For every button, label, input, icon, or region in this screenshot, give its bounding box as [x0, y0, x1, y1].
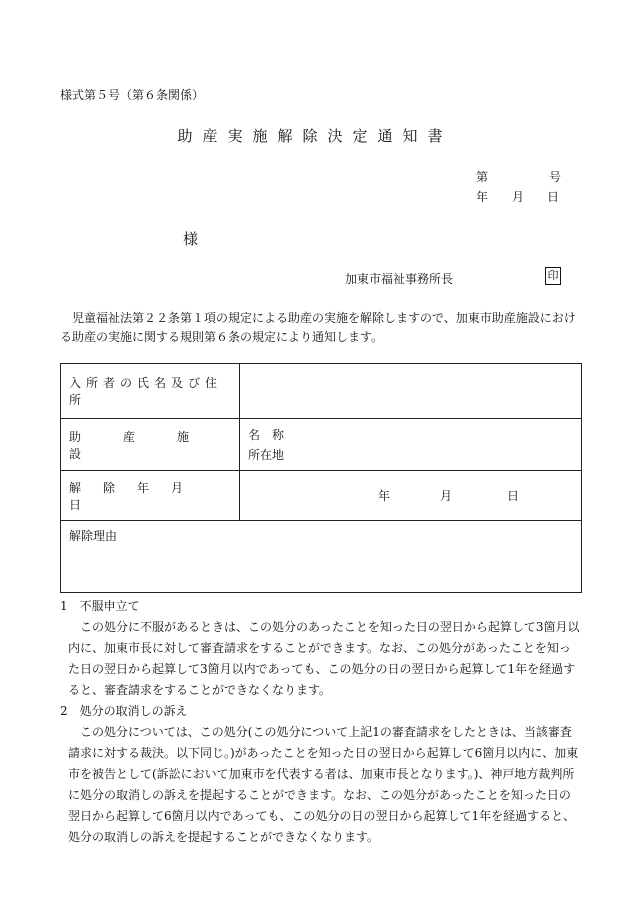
seal-mark: 印 — [545, 267, 561, 285]
cancel-date-label-cell — [61, 471, 240, 521]
details-table — [60, 363, 582, 593]
facility-value-cell — [240, 419, 582, 471]
cancel-date-year: 年 — [378, 489, 391, 503]
table-row — [61, 471, 582, 521]
facility-label-cell — [61, 419, 240, 471]
date-year: 年 — [476, 190, 489, 204]
table-row — [61, 521, 582, 593]
table-row — [61, 364, 582, 419]
resident-label-cell — [61, 364, 240, 419]
resident-label — [69, 374, 231, 408]
date-month: 月 — [512, 190, 525, 204]
issuer-name: 加東市福祉事務所長 — [345, 272, 454, 286]
doc-number-suffix: 号 — [549, 170, 562, 184]
date-day: 日 — [547, 190, 560, 204]
note-heading-1: 1 不服申立て — [60, 599, 140, 613]
document-title: 助産実施解除決定通知書 — [177, 127, 453, 145]
resident-label-text: 入所者の氏名及び住所 — [69, 376, 223, 407]
facility-address-label: 所在地 — [248, 447, 285, 462]
cancel-date-day: 日 — [507, 489, 520, 503]
form-number: 様式第５号（第６条関係） — [60, 88, 205, 102]
facility-name-label: 名 称 — [248, 427, 285, 442]
reason-label: 解除理由 — [69, 529, 118, 543]
facility-label: 助産施設 — [69, 429, 232, 461]
note-heading-2: 2 処分の取消しの訴え — [60, 704, 188, 718]
note-body-2: この処分については、この処分(この処分について上記1の審査請求をしたときは、当該審査請求に対する裁決。以下同じ。)があったことを知った日の翌日から起算して6箇月以内に、加東市を被告として(訴訟において加東市を代表する者は、加東市長となります。)、神戸地方裁判所に処分の取消しの訴えを提起することができます。なお、この処分があったことを知った日の翌日から起算して6箇月以内であっても、この処分の日の翌日から起算して1年を経過すると、処分の取消しの訴えを提起することができなくなります。 — [68, 725, 579, 844]
reason-cell — [61, 521, 582, 593]
cancel-date-label: 解除年月日 — [69, 480, 206, 512]
note-body-1: この処分に不服があるときは、この処分のあったことを知った日の翌日から起算して3箇月以内に、加東市長に対して審査請求をすることができます。なお、この処分があったことを知った日の翌日から起算して3箇月以内であっても、この処分の日の翌日から起算して1年を経過すると、審査請求をすることができなくなります。 — [68, 620, 580, 697]
notes-section — [60, 596, 582, 848]
doc-number-prefix: 第 — [476, 170, 489, 184]
resident-value-cell — [240, 364, 582, 419]
addressee-suffix: 様 — [183, 230, 199, 248]
cancel-date-month: 月 — [440, 489, 453, 503]
cancel-date-value-cell — [240, 471, 582, 521]
table-row — [61, 419, 582, 471]
body-paragraph: 児童福祉法第２２条第１項の規定による助産の実施を解除しますので、加東市助産施設における助産の実施に関する規則第６条の規定により通知します。 — [60, 311, 576, 344]
